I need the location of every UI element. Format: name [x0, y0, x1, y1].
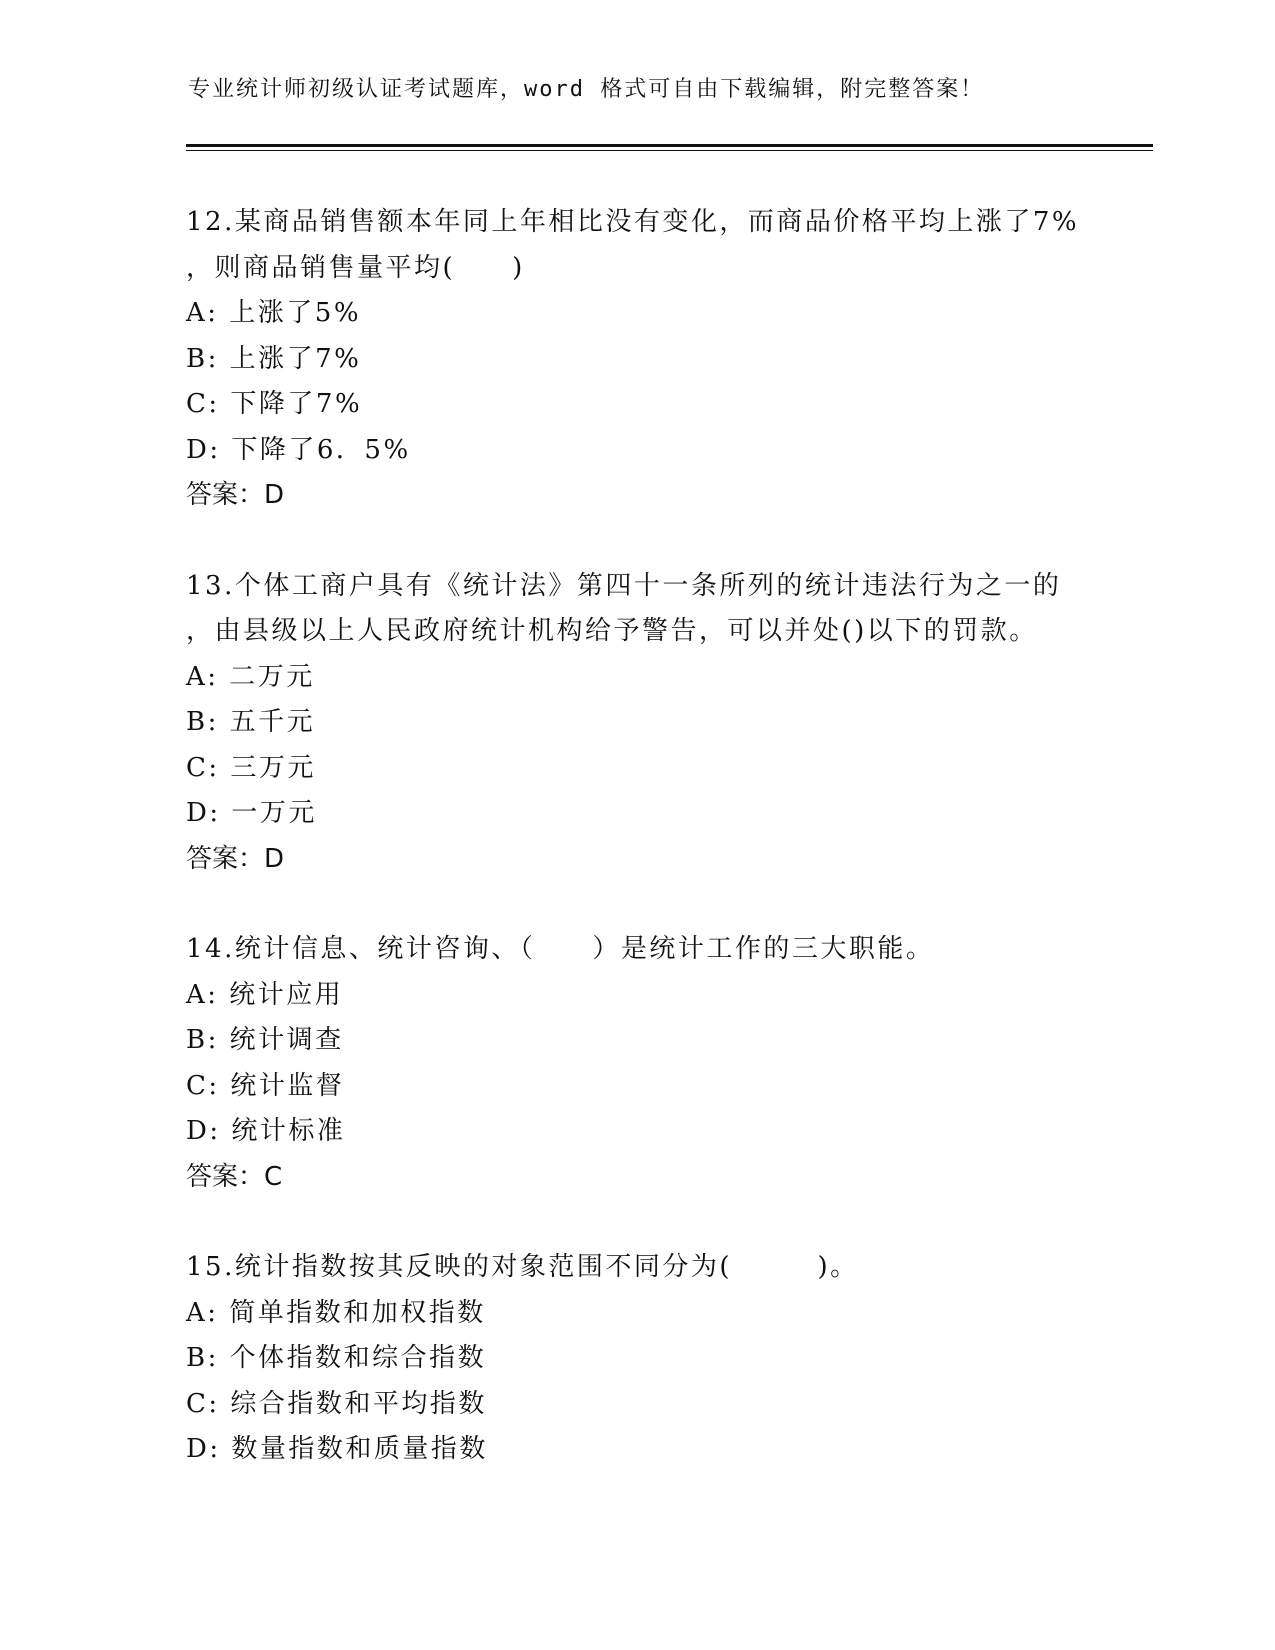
option-a: A: 二万元 [186, 661, 315, 692]
option-a: A: 简单指数和加权指数 [186, 1297, 486, 1328]
option-a: A: 上涨了5% [186, 298, 362, 328]
question-stem: ，则商品销售量平均( ) [186, 252, 525, 283]
option-d: D: 下降了6．5% [186, 434, 411, 465]
option-c: C: 综合指数和平均指数 [186, 1388, 487, 1419]
question-list [186, 200, 1146, 1518]
question-13 [186, 564, 1146, 883]
option-b: B: 上涨了7% [186, 343, 362, 374]
option-d: D: 一万元 [186, 798, 317, 828]
option-b: B: 个体指数和综合指数 [186, 1343, 487, 1373]
answer: 答案：D [186, 843, 285, 874]
option-a: A: 统计应用 [186, 979, 344, 1010]
option-d: D: 统计标准 [186, 1116, 346, 1146]
header-rule-thin [186, 150, 1153, 151]
answer: 答案：D [186, 480, 285, 510]
question-14 [186, 927, 1146, 1200]
page-header: 专业统计师初级认证考试题库，word 格式可自由下载编辑，附完整答案！ [188, 77, 985, 102]
question-stem: 15.统计指数按其反映的对象范围不同分为( )。 [186, 1252, 859, 1282]
option-c: C: 统计监督 [186, 1070, 345, 1101]
question-stem: ，由县级以上人民政府统计机构给予警告，可以并处()以下的罚款。 [186, 616, 1038, 646]
answer: 答案：C [186, 1161, 283, 1192]
question-stem: 14.统计信息、统计咨询、（ ）是统计工作的三大职能。 [186, 934, 935, 964]
option-b: B: 五千元 [186, 707, 316, 737]
question-stem: 12.某商品销售额本年同上年相比没有变化，而商品价格平均上涨了7% [186, 207, 1080, 237]
option-d: D: 数量指数和质量指数 [186, 1434, 488, 1464]
question-12 [186, 200, 1146, 519]
question-stem: 13.个体工商户具有《统计法》第四十一条所列的统计违法行为之一的 [186, 570, 1062, 601]
option-b: B: 统计调查 [186, 1025, 344, 1055]
header-rule-thick [186, 144, 1153, 147]
question-15 [186, 1245, 1146, 1473]
option-c: C: 下降了7% [186, 389, 363, 419]
option-c: C: 三万元 [186, 752, 316, 783]
